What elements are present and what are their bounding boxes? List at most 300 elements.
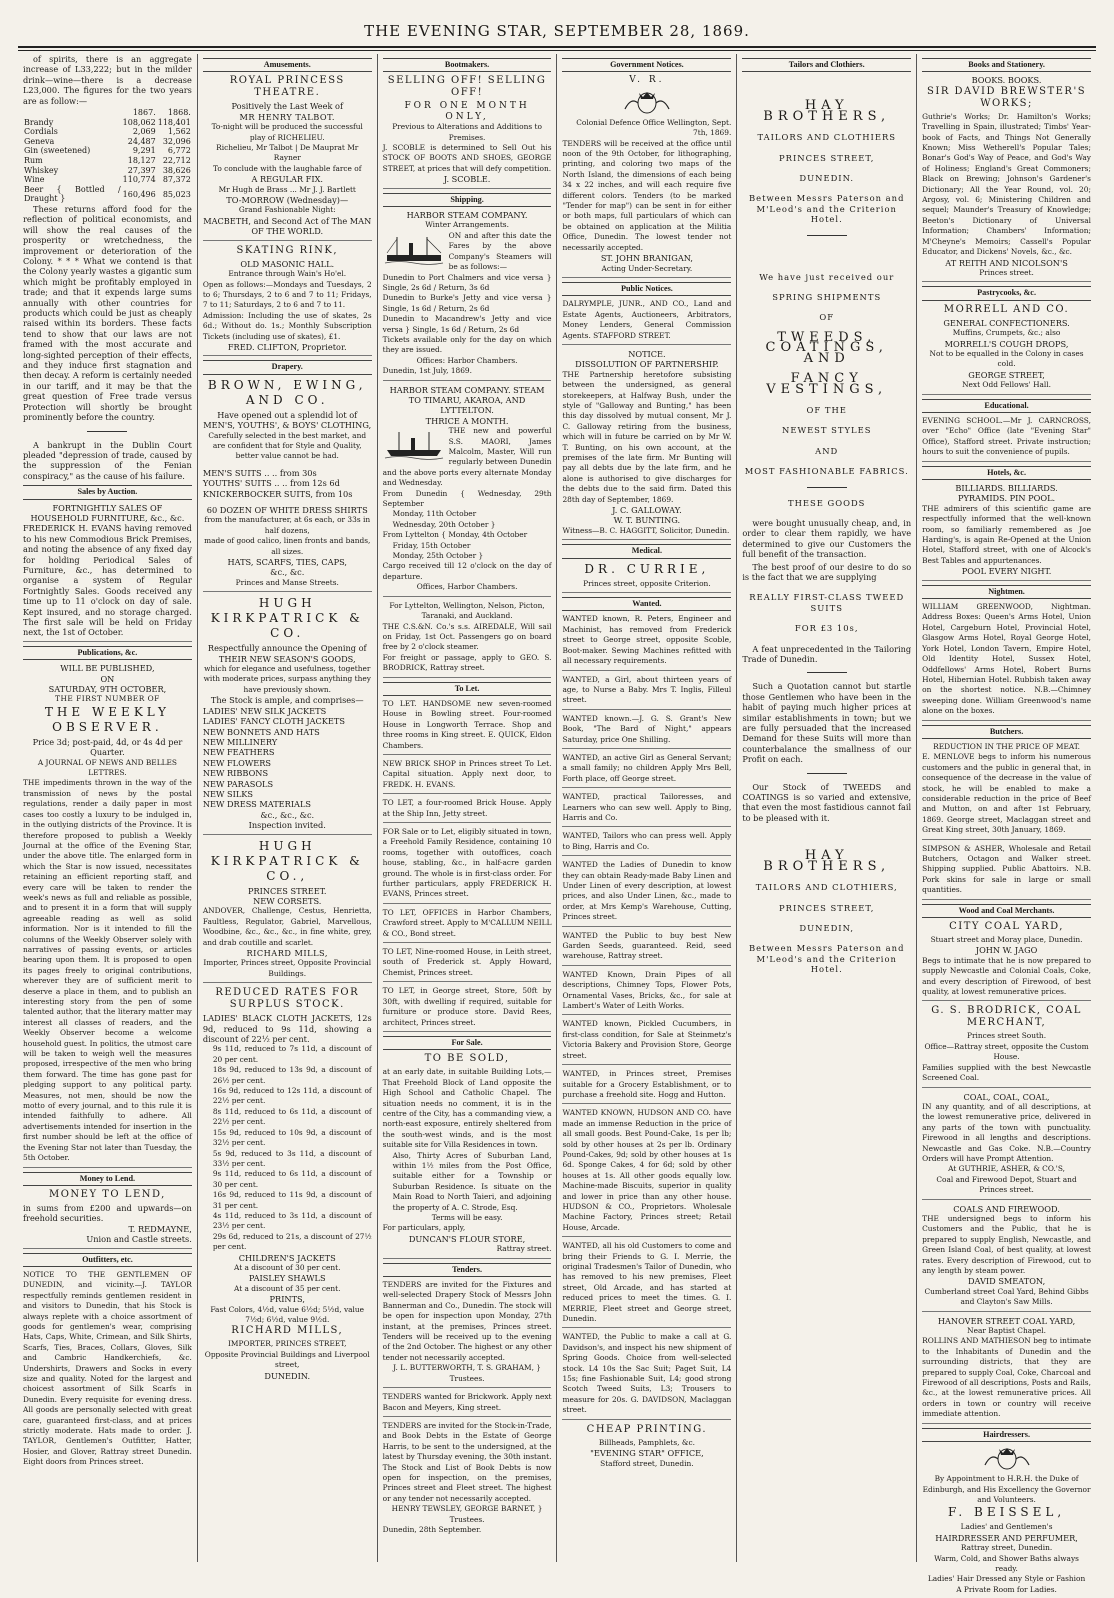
brown-line: Have opened out a splendid lot of	[217, 409, 358, 420]
printing-line: Billheads, Pamphlets, &c.	[598, 1437, 695, 1447]
printing-ad	[562, 1424, 731, 1472]
one-month: FOR ONE MONTH ONLY,	[404, 101, 530, 122]
paisley-shawls: PAISLEY SHAWLS	[248, 1273, 326, 1284]
airedale-head: For Lyttelton, Wellington, Nelson, Picton, Taranaki, and Auckland.	[389, 600, 545, 621]
paisley-discount: At a discount of 35 per cent.	[234, 1283, 341, 1293]
royal-crest-icon	[617, 89, 677, 115]
article-intro: of spirits, there is an aggregate increase of L33,222; but in the milder drink—wine—there is a decrease L23,000. The figures for the two years are as follow:—	[23, 54, 192, 106]
list-item: FOR Sale or to Let, eligibly situated in town, a Freehold Family Residence, containing 10 rooms, together with outoffices, coach house, stabling, &c., in half-acre garden ground. The whole is in first-class order. For further particulars, apply FREDERICK H. EVANS, Princes street.	[382, 827, 552, 899]
section-wood-coal: Wood and Coal Merchants.	[922, 904, 1091, 918]
to-let-ad	[383, 699, 552, 755]
table-cell: 108,062	[122, 117, 156, 127]
list-item: WANTED, a Girl, about thirteen years of age, to Nurse a Baby. Mrs T. Inglis, Filleul street.	[562, 674, 732, 705]
dalrymple-ad	[562, 299, 731, 345]
rollins-body: ROLLINS AND MATHIESON beg to intimate to the Inhabitants of Dunedin and the surrounding districts, that they are prepared to supply Coal, Coke, Charcoal and Firewood of all descriptions, Posts and Rails, &c., at the lowest remunerative prices. All orders in town or country will receive immediate attention.	[922, 1336, 1091, 1419]
table-cell: 1,562	[167, 127, 191, 137]
gov-office: Colonial Defence Office Wellington, Sept. 7th, 1869.	[576, 117, 732, 138]
pub-price: Price 3d; post-paid, 4d, or 4s 4d per Quarter.	[32, 736, 183, 758]
list-item: NEW RIBBONS	[202, 768, 269, 779]
notice-sign: J. C. GALLOWAY.	[612, 505, 682, 516]
brodrick-addr: Princes street South.	[967, 1031, 1047, 1041]
beissel-line: Ladies' and Gentlemen's	[960, 1522, 1053, 1532]
table-cell: 9,291	[132, 146, 156, 156]
list-item: NEW BRICK SHOP in Princes street To Let. Capital situation. Apply next door, to FREDK. H. EVANS.	[382, 758, 552, 789]
sale-also: Also, Thirty Acres of Suburban Land, within 1½ miles from the Post Office, suitable either for a Township or Suburban Residence. Is situate on the Main Road to North Taieri, and adjoining the property of A. C. Strode, Esq.	[392, 1150, 552, 1212]
brown-line: Carefully selected in the best market, and are confident that for Style and Quality, better value cannot be had.	[208, 430, 367, 461]
sale-body: at an early date, in suitable Building Lots,— That Freehold Block of Land opposite the High School and Catholic Chapel. The situation needs no comment, it is in the centre of the City, has a commanding view, a north-east exposure, entirely sheltered from the south-west winds, and is the most suitable site for Villa Residences in town.	[382, 1067, 552, 1150]
thrice: THRICE A MONTH.	[425, 415, 509, 426]
hugh-inspect: Inspection invited.	[248, 820, 326, 831]
sale-sign: DUNCAN'S FLOUR STORE,	[408, 1233, 526, 1244]
dunedin-line: DUNEDIN,	[799, 922, 855, 933]
hugh2-title: HUGH KIRKPATRICK & CO.,	[210, 838, 364, 883]
brown-line: 60 DOZEN OF WHITE DRESS SHIRTS	[206, 505, 368, 515]
jago-body: Begs to intimate that he is now prepared to supply Newcastle and Colonial Coals, Coke, and every description of Firewood, of best quality, at lowest remunerative prices.	[922, 955, 1091, 997]
hotel-body: THE admirers of this scientific game are respectfully informed that the well-known room, so familiarly remembered as Joe Harding's, is again Re-Opened at the Union Hotel, Stafford street, with one of Alcock's Best Tables and appurtenances.	[922, 503, 1091, 565]
section-drapery: Drapery.	[203, 360, 372, 374]
list-item: WANTED, an active Girl as General Servant; a small family; no children Apply Mrs Bell, Forth place, off George street.	[562, 752, 732, 783]
list-item: NEW DRESS MATERIALS	[202, 799, 312, 810]
beissel-line: Ladies' Hair Dressed any Style or Fashion	[927, 1574, 1086, 1584]
table-cell: 27,397	[127, 165, 156, 175]
list-item: 15s 9d, reduced to 10s 9d, a discount of 32½ per cent.	[212, 1127, 372, 1148]
jago-name: JOHN W. JAGO	[975, 945, 1038, 956]
list-item: WANTED, in Princes street, Premises suitable for a Grocery Establishment, or to purchase a freehold site. Hogg and Hutton.	[562, 1069, 732, 1099]
hugh2-street: PRINCES STREET.	[247, 885, 327, 896]
theatre-line: A REGULAR FIX.	[251, 174, 324, 185]
brodrick-fam: Families supplied with the best Newcastle Screened Coal.	[922, 1062, 1091, 1083]
menlove-ad	[922, 742, 1091, 840]
list-item: TO LET, OFFICES in Harbor Chambers, Crawford street. Apply to M'CALLUM NEILL & CO., Bond street.	[382, 907, 552, 938]
masthead-rule-thin	[18, 50, 1096, 51]
table-cell: 18,127	[127, 156, 156, 165]
hanover-addr: Near Baptist Chapel.	[967, 1326, 1046, 1336]
butcher-body: E. MENLOVE begs to inform his numerous customers and the public in general that, in consequence of the decrease in the value of stock, he will be enabled to make a considerable reduction in the price of Beef and Mutton, on and after 1st February, 1869. George street, Maclaggan street and Great King street, 30th January, 1869.	[922, 752, 1091, 835]
rink-line: Admission: Including the use of skates, 2s 6d.; Without do. 1s.; Monthly Subscription Tickets (including use of skates), £1.	[202, 310, 372, 341]
list-item: TO LET. HANDSOME new seven-roomed House in Bowling street. Four-roomed House in Longworth Terrace. Shop and three rooms in King street. E. QUICK, Eldon Chambers.	[382, 698, 552, 750]
nightman-ad	[922, 602, 1091, 720]
theatre-line: Grand Fashionable Night:	[238, 205, 336, 215]
section-pastrycooks: Pastrycooks, &c.	[922, 286, 1091, 300]
to-let-ad	[383, 908, 552, 943]
best-proof: The best proof of our desire to do so is the fact that we are supplying	[742, 561, 912, 582]
section-public-notices: Public Notices.	[562, 282, 731, 296]
table-row	[23, 156, 192, 166]
outfitter-ad	[23, 1270, 192, 1471]
between-line: Between Messrs Paterson and M'Leod's and the Criterion Hotel.	[749, 193, 905, 225]
fare-row: Dunedin to Burke's Jetty and vice versa } Single, 1s 6d / Return, 2s 6d	[382, 293, 552, 313]
table-cell: Whiskey	[24, 165, 59, 175]
pub-line: SATURDAY, 9TH OCTOBER,	[48, 684, 167, 695]
publication-ad	[23, 663, 192, 1167]
currie-addr: Princes street, opposite Criterion.	[583, 578, 711, 588]
section-educational: Educational.	[922, 399, 1091, 413]
wanted-ad	[562, 1241, 731, 1328]
section-tenders: Tenders.	[383, 1263, 552, 1277]
morrell-line: Muffins, Crumpets, &c.; also	[952, 328, 1061, 338]
tailors-line: TAILORS AND CLOTHIERS	[757, 132, 896, 143]
books-body: Guthrie's Works; Dr. Hamilton's Works; Travelling in Spain, illustrated; Timbs' Year-book of Facts, and Things Not Generally Known; Miss Wetherell's Popular Tales; Bonar's God's Way of Peace, and God's Way of Holiness; England's Great Commoners; Black on Brewing; Johnson's Gardener's Dictionary; All the Year Round, vol. 20; Argosy, vol. 6; Ministering Children and sequel; Maunder's Treasury of Knowledge; Beeton's Dictionary of Universal Information; Chambers' Information; M'Cheyne's Memoirs; Cassell's Popular Educator, and Dickens' Novels, &c., &c.	[922, 111, 1091, 257]
section-books: Books and Stationery.	[922, 58, 1091, 72]
night-body: WILLIAM GREENWOOD, Nightman. Address Boxes: Queen's Arms Hotel, Union Hotel, Cargeburn Hotel, Provincial Hotel, Glasgow Arms Hotel, Royal George Hotel, York Hotel, London Tavern, Empire Hotel, Old Identity Hotel, Sussex Hotel, Oddfellows' Arms Hotel, Robert Burns Hotel, Hibernian Hotel. Rubbish taken away on the shortest notice. N.B.—Chimney sweeping done. William Greenwood's name alone on the boxes.	[922, 602, 1091, 716]
notice-sign: W. T. BUNTING.	[613, 515, 681, 526]
list-item: WANTED the Public to buy best New Garden Seeds, guaranteed. Reid, seed warehouse, Rattray street.	[562, 930, 732, 961]
reduced-rates-ad	[203, 987, 372, 1384]
bankrupt-note: A bankrupt in the Dublin Court pleaded "depression of trade, caused by the suppression of the Fenian conspiracy," as the cause of his failure.	[23, 439, 192, 481]
section-tailors: Tailors and Clothiers.	[742, 58, 911, 72]
previous: Previous to Alterations and Additions to Premises.	[392, 122, 542, 142]
children-discount: At a discount of 30 per cent.	[234, 1262, 341, 1272]
fancy-line: FANCY VESTINGS,	[766, 371, 888, 397]
list-item: NEW PARASOLS	[202, 778, 274, 789]
dissolution-notice	[562, 349, 731, 540]
theatre-line: To-night will be produced the successful play of RICHELIEU.	[211, 122, 363, 142]
maori-dates: Monday, 11th October	[392, 509, 477, 519]
money-ad	[23, 1189, 192, 1249]
auction-ad	[23, 503, 192, 642]
books-ad	[922, 75, 1091, 282]
printing-title: CHEAP PRINTING.	[586, 1423, 708, 1435]
airedale-apply: For freight or passage, apply to GEO. S. BRODRICK, Rattray street.	[382, 652, 552, 673]
appointment: By Appointment to H.R.H. the Duke of Edinburgh, and His Excellency the Governor and Volunteers.	[922, 1474, 1091, 1504]
beissel-title: F. BEISSEL,	[947, 1505, 1066, 1520]
money-title: MONEY TO LEND,	[48, 1188, 166, 1200]
morrell-line: Next Odd Fellows' Hall.	[962, 380, 1051, 390]
table-cell: 22,712	[162, 156, 191, 165]
theatre-line: TO-MORROW (Wednesday)—	[226, 195, 349, 206]
list-item: WANTED Known, Drain Pipes of all descriptions, Chimney Tops, Flower Pots, Ornamental Vases, Bricks, &c., for sale at Lambert's Water of Leith Works.	[562, 969, 732, 1011]
sale-addr: Rattray street.	[496, 1244, 552, 1254]
scoble-sign: J. SCOBLE.	[443, 174, 491, 185]
columns	[18, 54, 1096, 1594]
billiards-ad	[922, 483, 1091, 581]
list-item: LADIES' NEW SILK JACKETS	[202, 705, 327, 716]
wanted-ad	[562, 792, 731, 827]
currie-ad	[562, 562, 731, 593]
brown-line: YOUTHS' SUITS .. .. from 12s 6d	[202, 478, 340, 489]
section-publications: Publications, &c.	[23, 646, 192, 660]
beissel-line: Rattray street, Dunedin.	[960, 1543, 1053, 1553]
maori-dates: From Dunedin { Wednesday, 29th September	[382, 488, 552, 509]
hugh-line: The Stock is ample, and comprises—	[210, 695, 364, 706]
list-item: LADIES' FANCY CLOTH JACKETS	[202, 716, 345, 727]
table-cell: Cordials	[24, 127, 58, 137]
table-cell: 1868.	[167, 108, 191, 118]
masthead-rule	[18, 46, 1096, 48]
brown-line: from the manufacturer, at 6s each, or 33s in half dozens,	[204, 515, 371, 535]
list-item: NEW MILLINERY	[202, 736, 278, 747]
brown-line: Princes and Manse Streets.	[235, 577, 339, 587]
coals-fire-body: THE undersigned begs to inform his Customers and the Public, that he is prepared to supply English, Newcastle, and Green Island Coal, of best quality, at lowest rates. Every description of Firewood, cut to any length by steam power.	[922, 1213, 1091, 1275]
books-sign: AT REITH AND NICOLSON'S	[945, 257, 1068, 268]
smeaton-name: DAVID SMEATON,	[967, 1276, 1046, 1287]
rink-title: SKATING RINK,	[236, 244, 338, 256]
table-cell: 32,096	[162, 136, 191, 146]
theatre-line: Positively the Last Week of	[231, 101, 344, 112]
feat-line: A feat unprecedented in the Tailoring Trade of Dunedin.	[742, 643, 912, 664]
divider	[807, 773, 847, 774]
list-item: WANTED known, R. Peters, Engineer and Machinist, has removed from Frederick street to George street, opposite Scoble, Boot-maker. Sewing Machines refitted with all necessary requirements.	[562, 614, 732, 666]
beissel-line: HAIRDRESSER AND PERFUMER,	[935, 1532, 1078, 1543]
beissel-line: Warm, Cold, and Shower Baths always ready.	[934, 1553, 1079, 1573]
pub-journal: A JOURNAL OF NEWS AND BELLES LETTRES.	[37, 757, 177, 778]
hay-brothers-title: HAY BROTHERS,	[763, 98, 891, 124]
maori-dates: Friday, 15th October	[392, 540, 471, 550]
section-government-notices: Government Notices.	[562, 58, 731, 72]
to-let-ad	[383, 759, 552, 794]
list-item: 16s 9d, reduced to 11s 9d, a discount of 31 per cent.	[212, 1190, 372, 1210]
list-item: 18s 9d, reduced to 13s 9d, a discount of 26½ per cent.	[212, 1065, 372, 1085]
table-cell: 6,772	[167, 146, 191, 156]
theatre-line: Mr Hugh de Brass ... Mr J. J. Bartlett	[218, 184, 356, 194]
pub-line: WILL BE PUBLISHED,	[60, 663, 155, 674]
table-header	[23, 108, 192, 118]
list-item: TO LET, a four-roomed Brick House. Apply at the Ship Inn, Jetty street.	[382, 798, 552, 818]
brewster-title: SIR DAVID BREWSTER'S WORKS;	[927, 85, 1087, 109]
table-row	[23, 137, 192, 147]
column-1	[18, 54, 198, 1562]
divider	[807, 487, 847, 488]
rich-addr: Importer, Princes street, Opposite Provincial Buildings.	[203, 958, 372, 978]
harbor-office: Offices: Harbor Chambers.	[416, 355, 518, 365]
section-sales-by-auction: Sales by Auction.	[23, 485, 192, 499]
coal3-body: IN any quantity, and of all descriptions, at the lowest remunerative price, delivered in any parts of the town with punctuality. Firewood in all lengths and descriptions. Newcastle and Gas Coke. N.B.—Country Orders will have Prompt Attention.	[922, 1101, 1091, 1163]
list-item: WANTED known.—J. G. S. Grant's New Book, "The Bard of Night," appears Saturday, price One Shilling.	[562, 713, 732, 744]
evening-school-ad	[922, 416, 1091, 462]
rink-line: OLD MASONIC HALL.	[240, 258, 335, 269]
sale-title: TO BE SOLD,	[424, 1053, 510, 1065]
wanted-ad	[562, 831, 731, 856]
notice-body: THE Partnership heretofore subsisting between the undersigned, as general storekeepers, at Halfway Bush, under the style of "Galloway and Bunting," has been this day dissolved by mutual consent, Mr J. C. Galloway retiring from the business, which will in future be carried on by Mr W. T. Bunting, on his own account, at the premises of the late firm. Mr Bunting will pay all debts due by the late firm, and he alone is authorised to give discharges for the debts due to the said firm. Dated this 28th day of September, 1869.	[562, 369, 732, 504]
and-line: AND	[815, 445, 839, 456]
pub-title: THE WEEKLY OBSERVER.	[44, 704, 170, 734]
gov-body: TENDERS will be received at the office until noon of the 9th October, for lithographing, printing, and coloring two maps of the North Island, the dimensions of each being 34 x 22 inches, and will each require five different colors. Tenders (to be marked "Tender for map") can be sent in for either or both maps, full particulars of which can be obtained on application at the Militia Office, Dunedin. The lowest tender not necessarily accepted.	[562, 138, 732, 252]
kirkpatrick-ad	[203, 596, 372, 834]
section-hotels: Hotels, &c.	[922, 466, 1091, 480]
list-item: 16s 9d, reduced to 12s 11d, a discount of 22½ per cent.	[212, 1086, 372, 1106]
prints-detail: Fast Colors, 4½d, value 6½d; 5½d, value 7½d; 6½d, value 9½d.	[210, 1304, 365, 1324]
table-cell: 1867.	[132, 108, 156, 118]
of-line: OF	[819, 312, 835, 323]
rink-line: Open as follows:—Mondays and Tuesdays, 2 to 6; Thursdays, 2 to 6 and 7 to 11; Fridays, 7 to 11; Saturdays, 2 to 6 and 7 to 11.	[202, 279, 372, 310]
spacer	[742, 825, 911, 843]
table-cell: 110,774	[122, 175, 156, 185]
section-butchers: Butchers.	[922, 725, 1091, 739]
list-item: WANTED, practical Tailoresses, and Learners who can sew well. Apply to Bing, Harris and Co.	[562, 792, 732, 822]
column-2	[198, 54, 378, 1562]
guthrie-ad	[922, 1092, 1091, 1200]
table-cell: Rum	[24, 156, 43, 165]
wanted-ad	[562, 675, 731, 710]
table-row	[23, 118, 192, 128]
list-item: NEW SILKS	[202, 788, 253, 799]
column-5	[737, 54, 917, 1562]
theatre-line: Richelieu, Mr Talbot | De Mauprat Mr Rayner	[216, 143, 359, 163]
money-body: in sums from £200 and upwards—on freehold securities.	[23, 1202, 192, 1224]
table-row	[23, 166, 192, 176]
harbor-body: ON and after this date the Fares by the above Company's Steamers will be as follows:—	[448, 230, 552, 272]
princes-line: PRINCES STREET,	[779, 152, 875, 163]
harbor2-title: HARBOR STEAM COMPANY. STEAM TO TIMARU, AKAROA, AND LYTTELTON.	[389, 384, 545, 416]
newest-line: NEWEST STYLES	[782, 425, 872, 436]
section-wanted: Wanted.	[562, 597, 731, 611]
corsets-title: NEW CORSETS.	[253, 895, 322, 906]
list-item: NEW BONNETS AND HATS	[202, 726, 320, 737]
selling-off: SELLING OFF! SELLING OFF!	[387, 75, 547, 99]
steamship-icon	[383, 428, 445, 462]
hugh-title: HUGH KIRKPATRICK & CO.	[210, 596, 364, 641]
list-item: 9s 11d, reduced to 6s 11d, a discount of 30 per cent.	[212, 1169, 372, 1189]
table-cell: 85,023	[162, 189, 191, 199]
section-outfitters: Outfitters, etc.	[23, 1253, 192, 1267]
dunedin-line: DUNEDIN.	[799, 173, 855, 184]
divider	[807, 235, 847, 236]
maori-ad	[383, 385, 552, 597]
morrell-title: MORRELL AND CO.	[943, 303, 1070, 315]
between-line: Between Messrs Paterson and M'Leod's and the Criterion Hotel.	[749, 943, 905, 975]
wanted-ad	[562, 1069, 731, 1104]
kirkpatrick-corsets-ad	[203, 839, 372, 984]
tweeds-line: TWEEDS, COATINGS, AND	[765, 329, 888, 366]
brodrick-office: Office—Rattray street, opposite the Custom House.	[924, 1041, 1089, 1062]
fare-row: Dunedin to Port Chalmers and vice versa } Single, 2s 6d / Return, 3s 6d	[382, 272, 552, 292]
steamship-icon	[383, 233, 445, 267]
section-nightmen: Nightmen.	[922, 585, 1091, 599]
tender-body: TENDERS are invited for the Stock-in-Trade, and Book Debts in the Estate of George Harris, to be sent to the undersigned, at the latest by Thursday evening, the 30th instant. The Stock and List of Book Debts is now open for inspection, on the premises, Princes street and Fleet street. The highest or any tender not necessarily accepted.	[382, 1420, 552, 1503]
list-item: WANTED, the Public to make a call at G. Davidson's, and inspect his new shipment of Spring Goods. Choice from well-selected stock. L4 10s the Sac Suit; Paget Suit, L4 15s; fine Fashionable Suit, L4; good strong Scotch Tweed Suits, L3; Trousers to measure for 20s. G. DAVIDSON, Maclaggan street.	[562, 1332, 732, 1415]
currie-title: DR. CURRIE,	[584, 561, 710, 576]
theatre-title: ROYAL PRINCESS THEATRE.	[229, 75, 345, 99]
cargo: Cargo received till 12 o'clock on the day of departure.	[382, 561, 552, 581]
spring-line: SPRING SHIPMENTS	[772, 292, 882, 303]
printing-line: Stafford street, Dunedin.	[600, 1458, 694, 1468]
table-cell: 38,626	[162, 165, 191, 175]
brown-line: MEN'S, YOUTHS', & BOYS' CLOTHING,	[203, 420, 372, 431]
spirits-table	[23, 108, 192, 204]
morrell-ad	[922, 304, 1091, 395]
list-item: 4s 11d, reduced to 3s 11d, a discount of 23½ per cent.	[212, 1210, 372, 1231]
hanover-ad	[922, 1316, 1091, 1424]
rich-sign: RICHARD MILLS,	[246, 948, 328, 958]
section-amusements: Amusements.	[203, 58, 372, 72]
auction-title: FORTNIGHTLY SALES OF HOUSEHOLD FURNITURE, &c., &c.	[30, 502, 185, 523]
auction-body: FREDERICK H. EVANS having removed to his new Commodious Brick Premises, and noting the absence of any fixed day for holding Periodical Sales of Furniture, &c., has determined to organise a system of Regular Fortnightly Sales. Goods received any time up to 11 o'clock on day of sale. Kept insured, and no storage charged. The first sale will be held on Friday next, the 1st of October.	[23, 523, 192, 638]
theatre-line: To conclude with the laughable farce of	[213, 163, 362, 173]
section-medical: Medical.	[562, 544, 731, 558]
divider	[87, 431, 127, 432]
theatre-line: MR HENRY TALBOT.	[239, 111, 335, 122]
list-item: 8s 11d, reduced to 6s 11d, a discount of 22½ per cent.	[212, 1106, 372, 1127]
morrell-line: MORRELL'S COUGH DROPS,	[944, 338, 1069, 349]
section-money-to-lend: Money to Lend.	[23, 1172, 192, 1186]
sale-terms: Terms will be easy.	[431, 1213, 503, 1222]
princes-line: PRINCES STREET,	[779, 902, 875, 913]
billiards-title: BILLIARDS. BILLIARDS.	[955, 483, 1058, 493]
list-item: WANTED, Tailors who can press well. Apply to Bing, Harris and Co.	[562, 831, 732, 851]
section-shipping: Shipping.	[383, 193, 552, 207]
section-for-sale: For Sale.	[383, 1036, 552, 1050]
royal-crest-icon	[977, 1445, 1037, 1471]
prints-title: PRINTS,	[269, 1294, 305, 1305]
pub-body: THE impediments thrown in the way of the transmission of news by the postal regulations, render a daily paper in most cases too costly a luxury to be indulged in, in the outlying districts of the Province. It is therefore proposed to publish a Weekly Journal at the office of the Evening Star, under the above title. The enlarged form in which the Star is now issued, necessitates retaining an efficient reporting staff, and every care will be taken to render the week's news as full and reliable as possible, and to present it in a form that will supply agreeable reading as well as solid information. Nor is it intended to fill the columns of the Weekly Observer solely with narratives of passing events, or articles bearing upon them. It is proposed to open its pages freely to original contributions, wherever they are of sufficient merit to deserve a place in them, and to publish an interesting story from the pen of some talented author, that the literary matter may interest all classes of readers, and the Weekly Observer become a welcome household guest. In politics, the utmost care will be taken to weigh well the measures proposed, irrespective of the men who bring them forward. The time has gone past for pledging support to any political party. Measures, not men, should be now the motto of every journal, and to this rule it is intended faithfully to adhere. All advertisements intended for insertion in the first number should be left at the office of the Evening Star not later than Tuesday, the 5th October.	[23, 778, 192, 1163]
table-cell: 2,069	[132, 127, 156, 137]
pub-line: ON	[100, 673, 115, 684]
harbor-sub: Winter Arrangements.	[425, 220, 509, 230]
mills-title: RICHARD MILLS,	[231, 1325, 344, 1337]
wanted-ad	[562, 1019, 731, 1065]
section-hairdressers: Hairdressers.	[922, 1428, 1091, 1442]
tweed-suits: REALLY FIRST-CLASS TWEED SUITS	[749, 592, 905, 613]
mills-line: DUNEDIN.	[264, 1370, 311, 1381]
stock-para: Our Stock of TWEEDS and COATINGS is so varied and extensive, that even the most fastidious cannot fail to be pleased with it.	[742, 781, 912, 823]
table-cell: 160,496	[122, 189, 156, 199]
table-cell: Beer { Bottled / Draught }	[24, 184, 121, 204]
maori-dates: Monday, 25th October }	[392, 551, 484, 561]
list-item: &c., &c., &c.	[260, 809, 315, 820]
fabrics-line: MOST FASHIONABLE FABRICS.	[744, 466, 909, 477]
notice-sub: DISSOLUTION OF PARTNERSHIP.	[575, 359, 719, 370]
list-item: WANTED, all his old Customers to come and bring their Friends to G. I. Merrie, the original Tradesmen's Tailor of Dunedin, who has removed to his new premises, Fleet street, Old Arcade, and has started at reduced prices to meet the times. G. I. MERRIE, Fleet street and George street, Dunedin.	[562, 1241, 732, 1324]
outfitter-body: NOTICE TO THE GENTLEMEN OF DUNEDIN, and vicinity.—J. TAYLOR respectfully reminds gentlemen resident in and visitors to Dunedin, that his Stock is always replete with a choice assortment of goods for gentlemen's wear, comprising Hats, Caps, White, Crimean, and Silk Shirts, Scarfs, Ties, Braces, Collars, Gloves, Silk and Cambric Handkerchiefs, &c. Undershirts, Drawers and Socks in every size and quality. Noted for the largest and choicest assortment of Silk Scarfs in Dunedin. Every requisite for evening dress. All goods are personally selected with great care, guaranteed first-class, and at prices strictly moderate. Hats made to order. J. TAYLOR, Gentlemen's Outfitter, Hatter, Hosier, and Glover, Rattray street Dunedin. Eight doors from Princes street.	[23, 1269, 192, 1467]
city-coal-title: CITY COAL YARD,	[949, 921, 1064, 933]
morrell-line: GENERAL CONFECTIONERS.	[943, 317, 1070, 328]
notice-witness: Witness—B. C. HAGGITT, Solicitor, Dunedin.	[562, 525, 730, 535]
column-3	[378, 54, 558, 1562]
wanted-ad	[562, 1108, 731, 1237]
theatre-ad	[203, 75, 372, 240]
list-item: NEW FEATHERS	[202, 747, 275, 758]
tender-ad	[383, 1421, 552, 1538]
list-item: 5s 9d, reduced to 3s 11d, a discount of 33½ per cent.	[212, 1148, 372, 1168]
table-cell: Gin (sweetened)	[24, 146, 91, 156]
gov-sign: ST. JOHN BRANIGAN,	[600, 253, 693, 264]
to-let-ad	[383, 947, 552, 982]
table-row	[23, 185, 192, 204]
simpson-body: SIMPSON & ASHER, Wholesale and Retail Butchers, Octagon and Walker street. Shipping supplied. Public Abattoirs. N.B. Pork skins for sale in large or small quantities.	[922, 843, 1091, 895]
hay-brothers-title: HAY BROTHERS,	[763, 848, 891, 874]
brown-line: KNICKERBOCKER SUITS, from 10s	[202, 488, 353, 499]
list-item: 29s 6d, reduced to 21s, a discount of 27½ per cent.	[212, 1231, 372, 1252]
hugh-line: which for elegance and usefulness, together with moderate prices, surpass anything they have previously shown.	[203, 664, 371, 694]
to-let-ad	[383, 986, 552, 1032]
morrell-line: Not to be equalled in the Colony in cases cold.	[929, 348, 1084, 369]
tailors-line: TAILORS AND CLOTHIERS,	[755, 882, 898, 893]
tender-ad	[383, 1392, 552, 1417]
beissel-ad	[922, 1445, 1091, 1598]
tender-body: TENDERS wanted for Brickwork. Apply next Bacon and Meyers, King street.	[382, 1392, 552, 1412]
table-cell	[23, 108, 122, 118]
scoble-ad	[383, 75, 552, 188]
of-the-line: OF THE	[806, 404, 847, 415]
reduced-body: LADIES' BLACK CLOTH JACKETS, 12s 9d, reduced to 9s 11d, showing a discount of 22½ per cent.	[202, 1013, 372, 1045]
brodrick-title: G. S. BRODRICK, COAL MERCHANT,	[931, 1005, 1082, 1029]
brown-title: BROWN, EWING, AND CO.	[207, 377, 367, 407]
brown-ewing-ad	[203, 378, 372, 593]
tender-body: TENDERS are invited for the Fixtures and well-selected Drapery Stock of Messrs John Bannerman and Co., Dunedin. The stock will be open for inspection upon Monday, 27th instant, at the premises, Princes street. Tenders will be received up to the evening of the 2nd October. The highest or any other tender not necessarily accepted.	[382, 1280, 552, 1362]
theatre-line: MACBETH, and Second Act of The MAN OF THE WORLD.	[203, 215, 372, 237]
reduced-title: REDUCED RATES FOR SURPLUS STOCK.	[215, 987, 360, 1011]
beissel-line: A Private Room for Ladies.	[956, 1584, 1057, 1594]
children-jackets: CHILDREN'S JACKETS	[238, 1252, 336, 1263]
pool-line: POOL EVERY NIGHT.	[961, 566, 1052, 577]
table-cell: Wine	[24, 175, 45, 185]
maori-body: THE new and powerful S.S. MAORI, James Malcolm, Master, Will run regularly between Dunedin and the above ports every alternate Monday and Wednesday.	[382, 426, 552, 488]
money-sign: T. REDMAYNE,	[128, 1223, 192, 1234]
table-cell: 24,487	[127, 136, 156, 146]
divider	[807, 672, 847, 673]
maori-dates: From Lyttelton { Monday, 4th October	[382, 530, 528, 540]
harbor-title: HARBOR STEAM COMPANY.	[406, 210, 528, 221]
